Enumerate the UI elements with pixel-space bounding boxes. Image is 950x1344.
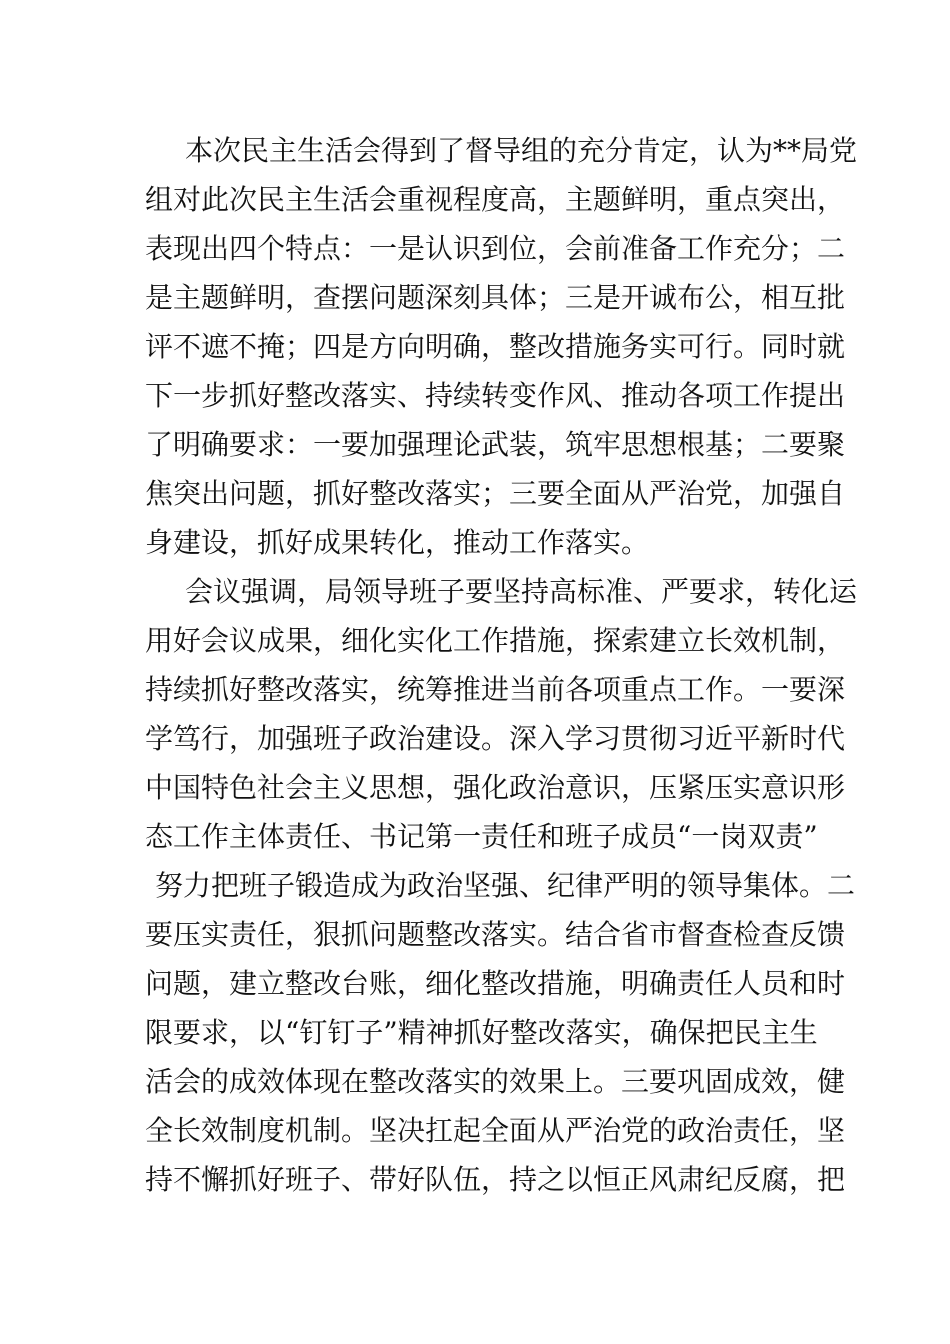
paragraph-1-line-8: 焦突出问题，抓好整改落实；三要全面从严治党，加强自 bbox=[145, 477, 846, 510]
paragraph-2-line-10: 限要求，以“钉钉子”精神抓好整改落实，确保把民主生 bbox=[145, 1016, 818, 1049]
paragraph-2-line-7: 努力把班子锻造成为政治坚强、纪律严明的领导集体。二 bbox=[155, 869, 856, 902]
paragraph-2-line-12: 全长效制度机制。坚决扛起全面从严治党的政治责任，坚 bbox=[145, 1114, 846, 1147]
paragraph-1-line-7: 了明确要求：一要加强理论武装，筑牢思想根基；二要聚 bbox=[145, 428, 846, 461]
paragraph-1-line-6: 下一步抓好整改落实、持续转变作风、推动各项工作提出 bbox=[145, 379, 846, 412]
paragraph-1 bbox=[145, 126, 858, 567]
paragraph-2-line-13: 持不懈抓好班子、带好队伍，持之以恒正风肃纪反腐，把 bbox=[145, 1163, 846, 1196]
paragraph-2-line-4: 学笃行，加强班子政治建设。深入学习贯彻习近平新时代 bbox=[145, 722, 846, 755]
paragraph-2-line-1: 会议强调，局领导班子要坚持高标准、严要求，转化运 bbox=[185, 575, 858, 608]
paragraph-1-line-4: 是主题鲜明，查摆问题深刻具体；三是开诚布公，相互批 bbox=[145, 281, 846, 314]
paragraph-2-line-8: 要压实责任，狠抓问题整改落实。结合省市督查检查反馈 bbox=[145, 918, 846, 951]
document-body bbox=[145, 126, 858, 1204]
paragraph-1-line-2: 组对此次民主生活会重视程度高，主题鲜明，重点突出， bbox=[145, 183, 846, 216]
paragraph-2-line-2: 用好会议成果，细化实化工作措施，探索建立长效机制， bbox=[145, 624, 846, 657]
paragraph-2-line-9: 问题，建立整改台账，细化整改措施，明确责任人员和时 bbox=[145, 967, 846, 1000]
paragraph-2-line-11: 活会的成效体现在整改落实的效果上。三要巩固成效，健 bbox=[145, 1065, 846, 1098]
paragraph-1-line-3: 表现出四个特点：一是认识到位，会前准备工作充分；二 bbox=[145, 232, 846, 265]
paragraph-2 bbox=[145, 567, 858, 1204]
paragraph-1-line-9: 身建设，抓好成果转化，推动工作落实。 bbox=[145, 526, 650, 559]
paragraph-2-line-3: 持续抓好整改落实，统筹推进当前各项重点工作。一要深 bbox=[145, 673, 846, 706]
paragraph-1-line-5: 评不遮不掩；四是方向明确，整改措施务实可行。同时就 bbox=[145, 330, 846, 363]
paragraph-2-line-5: 中国特色社会主义思想，强化政治意识，压紧压实意识形 bbox=[145, 771, 846, 804]
paragraph-2-line-6: 态工作主体责任、书记第一责任和班子成员“一岗双责” bbox=[145, 820, 818, 853]
paragraph-1-line-1: 本次民主生活会得到了督导组的充分肯定，认为**局党 bbox=[185, 134, 858, 167]
